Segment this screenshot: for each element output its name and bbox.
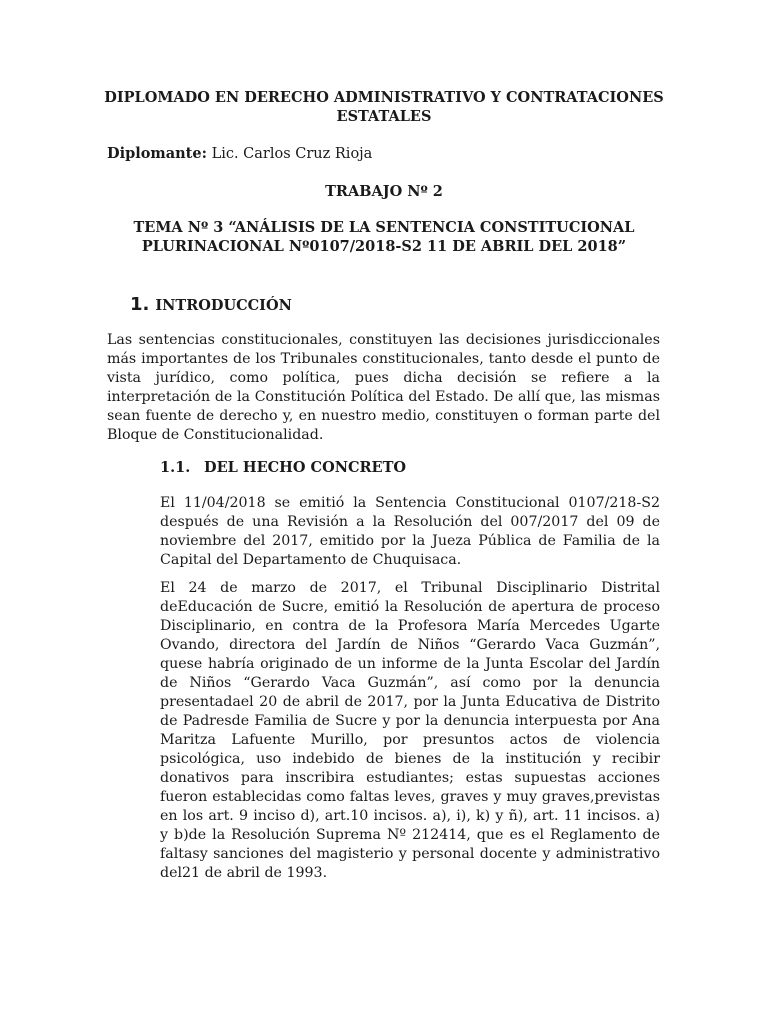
intro-paragraph: Las sentencias constitucionales, constituyen las decisiones jurisdiccionales más importantes de los Tribunales constitucionales, tanto desde el punto de vista jurídico, como política, pues dicha decisión se refiere a la interpretación de la Constitución Política del Estado. De allí que, las mismas sean fuente de derecho y, en nuestro medio, constituyen o forman parte del Bloque de Constitucionalidad. (107, 332, 660, 443)
hecho-paragraph-1: El 11/04/2018 se emitió la Sentencia Constitucional 0107/218-S2 después de una Revisión a la Resolución del 007/2017 del 09 de noviembre del 2017, emitido por la Jueza Pública de Familia de la Capital del Departamento de Chuquisaca. (160, 495, 660, 568)
subsection-heading-hecho-concreto (160, 458, 406, 477)
document-title: DIPLOMADO EN DERECHO ADMINISTRATIVO Y CONTRATACIONES ESTATALES (104, 89, 664, 125)
section-heading-introduccion (130, 294, 292, 317)
diplomante-label: Diplomante: (107, 145, 207, 162)
diplomante-line (107, 144, 372, 164)
section-title: INTRODUCCIÓN (155, 297, 292, 314)
subsection-title: DEL HECHO CONCRETO (204, 459, 407, 476)
section-number: 1. (130, 294, 150, 315)
trabajo-heading: TRABAJO Nº 2 (325, 183, 443, 200)
diplomante-name: Lic. Carlos Cruz Rioja (206, 146, 373, 162)
subsection-number: 1.1. (160, 459, 191, 476)
hecho-paragraph-2: El 24 de marzo de 2017, el Tribunal Disciplinario Distrital deEducación de Sucre, emitió la Resolución de apertura de proceso Disciplinario, en contra de la Profesora María Mercedes Ugarte Ovando, directora del Jardín de Niños “Gerardo Vaca Guzmán”, quese habría originado de un informe de la Junta Escolar del Jardín de Niños “Gerardo Vaca Guzmán”, así como por la denuncia presentadael 20 de abril de 2017, por la Junta Educativa de Distrito de Padresde Familia de Sucre y por la denuncia interpuesta por Ana Maritza Lafuente Murillo, por presuntos actos de violencia psicológica, uso indebido de bienes de la institución y recibir donativos para inscribira estudiantes; estas supuestas acciones fueron establecidas como faltas leves, graves y muy graves,previstas en los art. 9 inciso d), art.10 incisos. a), i), k) y ñ), art. 11 incisos. a) y b)de la Resolución Suprema Nº 212414, que es el Reglamento de faltasy sanciones del magisterio y personal docente y administrativo del21 de abril de 1993. (160, 580, 660, 881)
tema-heading: TEMA Nº 3 “ANÁLISIS DE LA SENTENCIA CONSTITUCIONAL PLURINACIONAL Nº0107/2018-S2 11 DE ABRIL DEL 2018” (133, 219, 635, 255)
